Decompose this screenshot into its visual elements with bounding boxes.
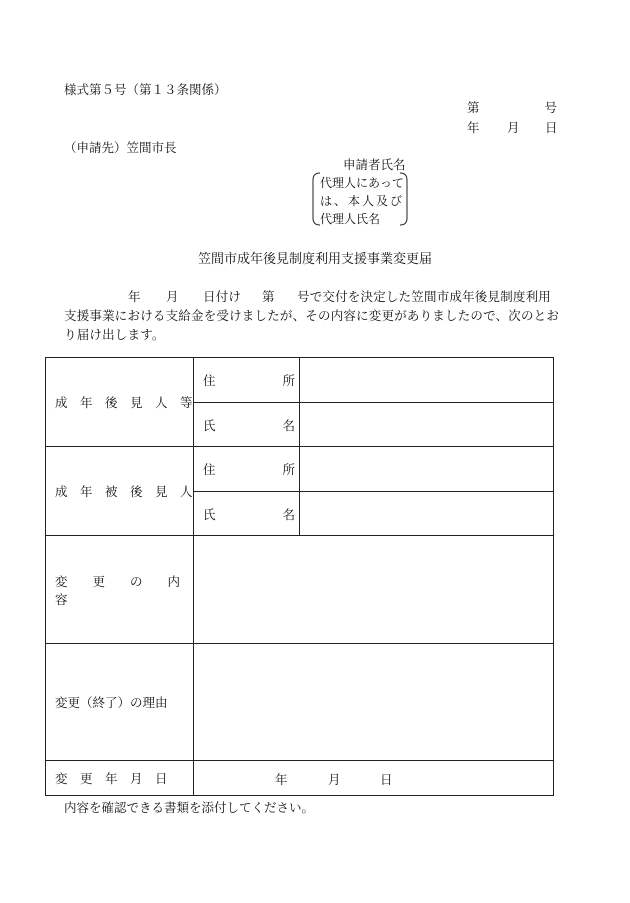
reason-field[interactable] <box>194 644 554 761</box>
body-line-3: り届け出します。 <box>64 327 165 342</box>
guardian-name-label: 氏 名 <box>194 403 300 447</box>
recipient: （申請先）笠間市長 <box>64 140 177 155</box>
change-form-table <box>45 357 554 796</box>
guardian-name-field[interactable] <box>300 403 554 447</box>
ward-name-field[interactable] <box>300 492 554 536</box>
proxy-note-line-1: 代理人にあって <box>320 176 404 190</box>
body-text <box>64 287 558 344</box>
body-day: 日付け <box>203 289 242 304</box>
applicant-name-label: 申請者氏名 <box>343 157 406 172</box>
proxy-note-box <box>312 172 408 226</box>
date-year: 年 <box>467 120 480 135</box>
guardian-label: 成 年 後 見 人 等 <box>46 358 194 447</box>
proxy-note-line-3: 代理人氏名 <box>320 212 381 226</box>
body-year: 年 <box>128 289 141 304</box>
date-day: 日 <box>545 120 558 135</box>
ward-name-label: 氏 名 <box>194 492 300 536</box>
change-content-label: 変 更 の 内 容 <box>46 536 194 644</box>
form-number: 様式第５号（第１３条関係） <box>64 82 227 97</box>
change-date-day: 日 <box>380 771 393 787</box>
guardian-address-field[interactable] <box>300 358 554 403</box>
body-line-1 <box>64 287 558 306</box>
change-date-month: 月 <box>328 771 341 787</box>
document-title: 笠間市成年後見制度利用支援事業変更届 <box>197 252 432 267</box>
body-month: 月 <box>166 289 179 304</box>
change-date-year: 年 <box>275 771 288 787</box>
reason-label: 変更（終了）の理由 <box>46 644 194 761</box>
proxy-note-line-2: は、本人及び <box>320 194 405 208</box>
change-content-field[interactable] <box>194 536 554 644</box>
ward-address-label: 住 所 <box>194 447 300 492</box>
ward-address-field[interactable] <box>300 447 554 492</box>
change-date-label: 変 更 年 月 日 <box>46 761 194 796</box>
change-date-field[interactable] <box>194 761 554 796</box>
number-prefix: 第 <box>467 100 480 115</box>
attachment-note: 内容を確認できる書類を添付してください。 <box>64 800 315 815</box>
date-month: 月 <box>507 120 520 135</box>
number-suffix: 号 <box>544 100 557 115</box>
guardian-address-label: 住 所 <box>194 358 300 403</box>
body-no: 第 <box>262 289 275 304</box>
body-rest: 号で交付を決定した笠間市成年後見制度利用 <box>297 289 552 304</box>
body-line-2: 支援事業における支給金を受けましたが、その内容に変更がありましたので、次のとお <box>64 308 560 323</box>
ward-label: 成 年 被 後 見 人 <box>46 447 194 536</box>
